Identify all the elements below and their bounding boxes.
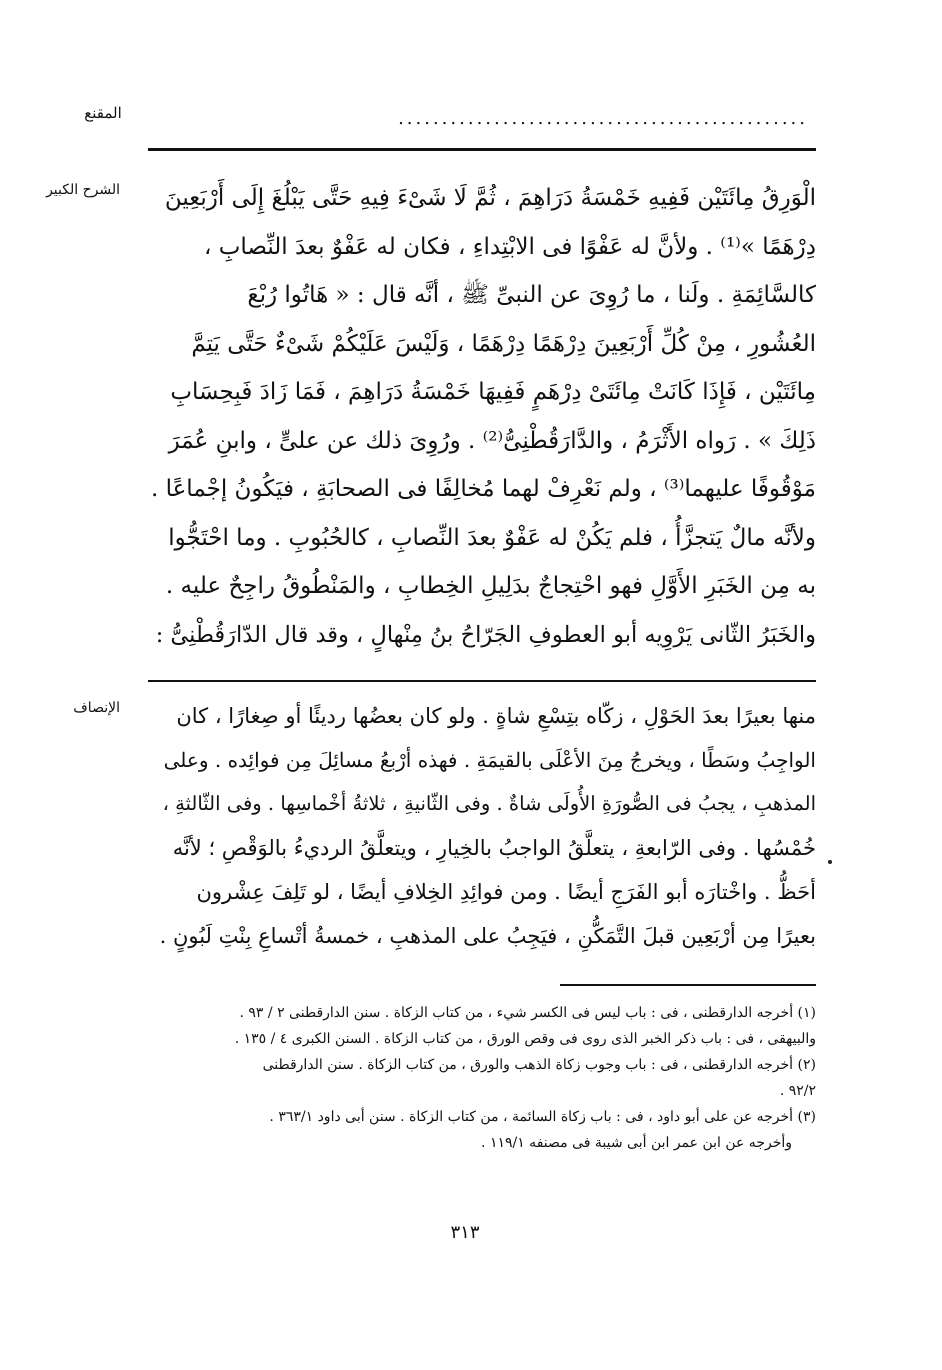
running-header-dots: ............................................... — [398, 108, 808, 129]
footnote-line: (٢) أخرجه الدارقطنى ، فى : باب وجوب زكاة الذهب والورق ، من كتاب الزكاة . سنن الدارقطنى — [262, 1057, 816, 1073]
running-header-title: المقنع — [84, 104, 122, 122]
insaf-text-block — [148, 694, 816, 958]
insaf-text-line: الواجِبُ وسَطًا ، ويخرجُ مِنَ الأعْلَى بالقيمَةِ . فهذه أرْبعُ مسائِلَ مِن فوائِده . وعلى — [163, 748, 816, 772]
sharh-text-line: ذَلِكَ » . رَواه الأَثْرَمُ ، والدَّارَقُطْنِىُّ⁽²⁾ . ورُوِىَ ذلك عن علىٍّ ، وابنِ عُمَرَ — [168, 427, 816, 454]
insaf-text-line: المذهبِ ، يجبُ فى الصُّورَةِ الأُولَى شاةٌ . وفى الثّانيةِ ، ثلاثةُ أخْماسِها . وفى الثّالثةِ ، — [162, 792, 816, 815]
footnote-rule — [560, 984, 816, 986]
sharh-text-line: والخَبَرُ الثّانى يَرْوِيه أبو العطوفِ الجَرّاحُ بنُ مِنْهالٍ ، وقد قال الدّارَقُطْنِىُّ : — [155, 621, 816, 648]
section-divider — [148, 680, 816, 682]
sharh-text-line: العُشُورِ ، مِنْ كُلِّ أَرْبَعِينَ دِرْهَمًا دِرْهَمًا ، وَلَيْسَ عَلَيْكُمْ شَىْءٌ حَتَّى يَتِمَّ — [191, 330, 816, 357]
footnote-line: (٣) أخرجه عن على أبو داود ، فى : باب زكاة السائمة ، من كتاب الزكاة . سنن أبى داود ٣٦٣/١ . — [269, 1109, 816, 1125]
insaf-text-line: منها بعيرًا بعدَ الحَوْلِ ، زكّاه بتِسْعِ شاةٍ . ولو كان بعضُها رديئًا أو صِغارًا ، كان — [176, 704, 816, 728]
sharh-text-line: ولأنَّه مالٌ يَتجزَّأُ ، فلم يَكُنْ له عَفْوٌ بعدَ النِّصابِ ، كالحُبُوبِ . وما احْتَجُّوا — [168, 524, 816, 551]
sharh-text-line: دِرْهَمًا »⁽¹⁾ . ولأنَّ له عَفْوًا فى الابْتِداءِ ، فكان له عَفْوٌ بعدَ النِّصابِ ، — [204, 233, 816, 260]
footnote-line: والبيهقى ، فى : باب ذكر الخبر الذى روى فى وقص الورق ، من كتاب الزكاة . السنن الكبرى ٤ / ١٣٥ . — [234, 1031, 816, 1047]
footnote-line: وأخرجه عن ابن عمر ابن أبى شيبة فى مصنفه ١١٩/١ . — [481, 1135, 792, 1151]
side-label-insaf: الإنصاف — [73, 700, 120, 716]
sharh-text-line: الْوَرِقُ مِائَتَيْن فَفِيهِ خَمْسَةُ دَرَاهِمَ ، ثُمَّ لَا شَىْءَ فِيهِ حَتَّى يَبْلُغَ إِلَى أَرْبَعِينَ — [164, 185, 816, 211]
sharh-text-line: مَوْقُوفًا عليهما⁽³⁾ ، ولم نَعْرِفْ لهما مُخالِفًا فى الصحابَةِ ، فيَكُونُ إجْماعًا . — [150, 476, 816, 502]
side-label-sharh: الشرح الكبير — [46, 182, 120, 198]
sharh-text-line: كالسَّائِمَةِ . ولَنا ، ما رُوِىَ عن النبىِّ ﷺ ، أنَّه قال : « هَاتُوا رُبْعَ — [247, 282, 816, 308]
insaf-text-line: أحَظُّ . واخْتارَه أبو الفَرَجِ أيضًا . ومن فوائِدِ الخِلافِ أيضًا ، لو تَلِفَ عِشْرون — [196, 880, 816, 904]
sharh-text-line: مِائَتَيْن ، فَإِذَا كَانَتْ مِائَتَىْ دِرْهَمٍ فَفِيهَا خَمْسَةُ دَرَاهِمَ ، فَمَا زَادَ فَبِحِسَابِ — [170, 379, 816, 405]
sharh-text-line: به مِن الخَبَرِ الأَوَّلِ فهو احْتِجاجٌ بدَلِيلِ الخِطابِ ، والمَنْطُوقُ راجِحٌ عليه . — [165, 573, 816, 599]
sharh-text-block — [148, 174, 816, 659]
footnotes-block — [148, 1000, 816, 1156]
margin-mark — [828, 860, 832, 864]
footnote-line: (١) أخرجه الدارقطنى ، فى : باب ليس فى الكسر شيء ، من كتاب الزكاة . سنن الدارقطنى ٢ / ٩٣ . — [239, 1005, 816, 1021]
header-rule — [148, 148, 816, 151]
page-number: ٣١٣ — [450, 1222, 480, 1243]
insaf-text-line: بعيرًا مِن أرْبَعِين قبلَ التَّمَكُّنِ ، فيَجِبُ على المذهبِ ، خمسةُ أتْساعِ بِنْتِ لَبُونٍ . — [159, 924, 816, 948]
footnote-line: ٩٢/٢ . — [779, 1083, 816, 1099]
insaf-text-line: خُمْسُها . وفى الرّابعةِ ، يتعلَّقُ الواجبُ بالخِيارِ ، ويتعلَّقُ الرديءُ بالوَقْصِ ؛ لأنَّه — [172, 836, 816, 860]
